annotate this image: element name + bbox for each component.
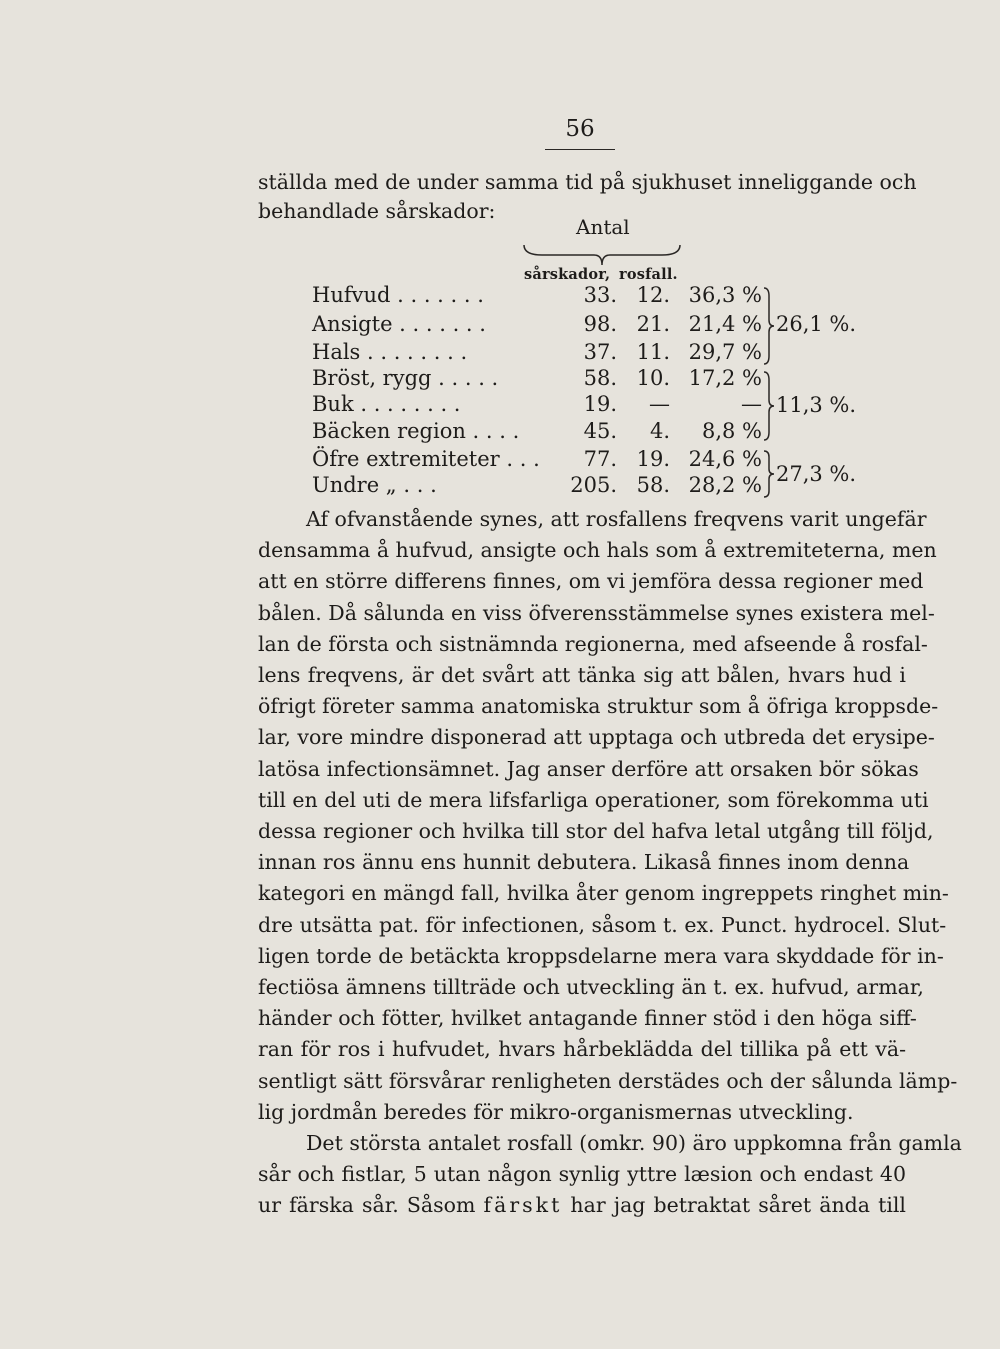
text-line: latösa infectionsämnet. Jag anser derföre att orsaken bör sökas xyxy=(258,756,919,781)
page-number-rule xyxy=(545,149,615,150)
text-line: lig jordmån beredes för mikro-organismernas utveckling. xyxy=(258,1099,854,1124)
cell-wounds: 37. xyxy=(583,340,617,364)
text-line: dessa regioner och hvilka till stor del hafva letal utgång till följd, xyxy=(258,819,934,844)
cell-percent: 17,2 % xyxy=(688,366,762,390)
text-line: ligen torde de betäckta kroppsdelarne mera vara skyddade för in- xyxy=(258,943,944,968)
row-label: Bäcken region . . . . xyxy=(312,419,520,443)
text-line: sår och fistlar, 5 utan någon synlig yttre læsion och endast 40 xyxy=(258,1162,906,1187)
cell-wounds: 98. xyxy=(583,312,617,336)
group-brace xyxy=(763,449,775,499)
text-line: bålen. Då sålunda en viss öfverensstämmelse synes existera mel- xyxy=(258,600,935,625)
text-line: Af ofvanstående synes, att rosfallens freqvens varit ungefär xyxy=(306,507,927,531)
table-group-header: Antal xyxy=(576,215,630,239)
text-line: händer och fötter, hvilket antagande finner stöd i den höga siff- xyxy=(258,1006,917,1031)
cell-percent: 29,7 % xyxy=(688,340,762,364)
cell-wounds: 77. xyxy=(583,447,617,471)
column-header: sårskador, xyxy=(524,266,611,283)
cell-percent: — xyxy=(741,392,762,416)
cell-wounds: 45. xyxy=(583,419,617,443)
cell-erysipelas: 10. xyxy=(636,366,670,390)
cell-wounds: 19. xyxy=(583,392,617,416)
cell-erysipelas: 11. xyxy=(636,340,670,364)
cell-wounds: 205. xyxy=(570,473,617,497)
text-fragment: ur färska sår. Såsom xyxy=(258,1193,476,1218)
row-label: Buk . . . . . . . . xyxy=(312,392,461,416)
cell-percent: 24,6 % xyxy=(688,447,762,471)
text-line: innan ros ännu ens hunnit debutera. Likaså finnes inom denna xyxy=(258,850,910,875)
page-number: 56 xyxy=(565,116,595,142)
cell-wounds: 33. xyxy=(583,283,617,307)
text-line: lar, vore mindre disponerad att upptaga och utbreda det erysipe- xyxy=(258,725,935,750)
cell-percent: 36,3 % xyxy=(688,283,762,307)
text-line xyxy=(258,1190,906,1221)
cell-percent: 8,8 % xyxy=(701,419,762,443)
group-brace xyxy=(763,286,775,366)
row-label: Hufvud . . . . . . . xyxy=(312,283,484,307)
cell-erysipelas: 12. xyxy=(636,283,670,307)
spaced-word: färskt xyxy=(483,1193,563,1218)
row-label: Öfre extremiteter . . . xyxy=(312,447,540,471)
text-line: lan de första och sistnämnda regionerna, med afseende å rosfal- xyxy=(258,631,928,656)
cell-erysipelas: 4. xyxy=(649,419,670,443)
text-line: kategori en mängd fall, hvilka åter genom ingreppets ringhet min- xyxy=(258,881,949,906)
text-line: densamma å hufvud, ansigte och hals som å extremiteterna, men xyxy=(258,538,937,563)
text-line: sentligt sätt försvårar renligheten derstädes och der sålunda lämp- xyxy=(258,1068,958,1093)
text-line: ran för ros i hufvudet, hvars hårbeklädda del tillika på ett vä- xyxy=(258,1037,906,1062)
cell-erysipelas: — xyxy=(649,392,670,416)
text-line: fectiösa ämnens tillträde och utveckling än t. ex. hufvud, armar, xyxy=(258,975,924,1000)
group-brace xyxy=(763,370,775,442)
text-line: att en större differens finnes, om vi jemföra dessa regioner med xyxy=(258,569,924,594)
body-text xyxy=(258,504,962,1222)
text-line: lens freqvens, är det svårt att tänka sig att bålen, hvars hud i xyxy=(258,663,906,688)
cell-wounds: 58. xyxy=(583,366,617,390)
text-fragment: har jag betraktat såret ända till xyxy=(570,1193,906,1218)
intro-line: ställda med de under samma tid på sjukhuset inneliggande och xyxy=(258,170,917,194)
cell-erysipelas: 19. xyxy=(636,447,670,471)
row-label: Hals . . . . . . . . xyxy=(312,340,468,364)
cell-erysipelas: 21. xyxy=(636,312,670,336)
column-header: rosfall. xyxy=(619,266,678,283)
text-line: dre utsätta pat. för infectionen, såsom t. ex. Punct. hydrocel. Slut- xyxy=(258,912,947,937)
row-label: Undre „ . . . xyxy=(312,473,437,497)
text-line: till en del uti de mera lifsfarliga operationer, som förekomma uti xyxy=(258,787,929,812)
cell-erysipelas: 58. xyxy=(636,473,670,497)
text-line: Det största antalet rosfall (omkr. 90) äro uppkomna från gamla xyxy=(306,1131,962,1156)
cell-percent: 21,4 % xyxy=(688,312,762,336)
row-label: Bröst, rygg . . . . . xyxy=(312,366,499,390)
text-line: öfrigt företer samma anatomiska struktur som å öfriga kroppsde- xyxy=(258,694,939,719)
group-value: 26,1 %. xyxy=(776,312,857,336)
intro-line: behandlade sårskador: xyxy=(258,199,496,223)
group-value: 11,3 %. xyxy=(776,393,857,417)
cell-percent: 28,2 % xyxy=(688,473,762,497)
row-label: Ansigte . . . . . . . xyxy=(312,312,486,336)
group-value: 27,3 %. xyxy=(776,462,857,486)
